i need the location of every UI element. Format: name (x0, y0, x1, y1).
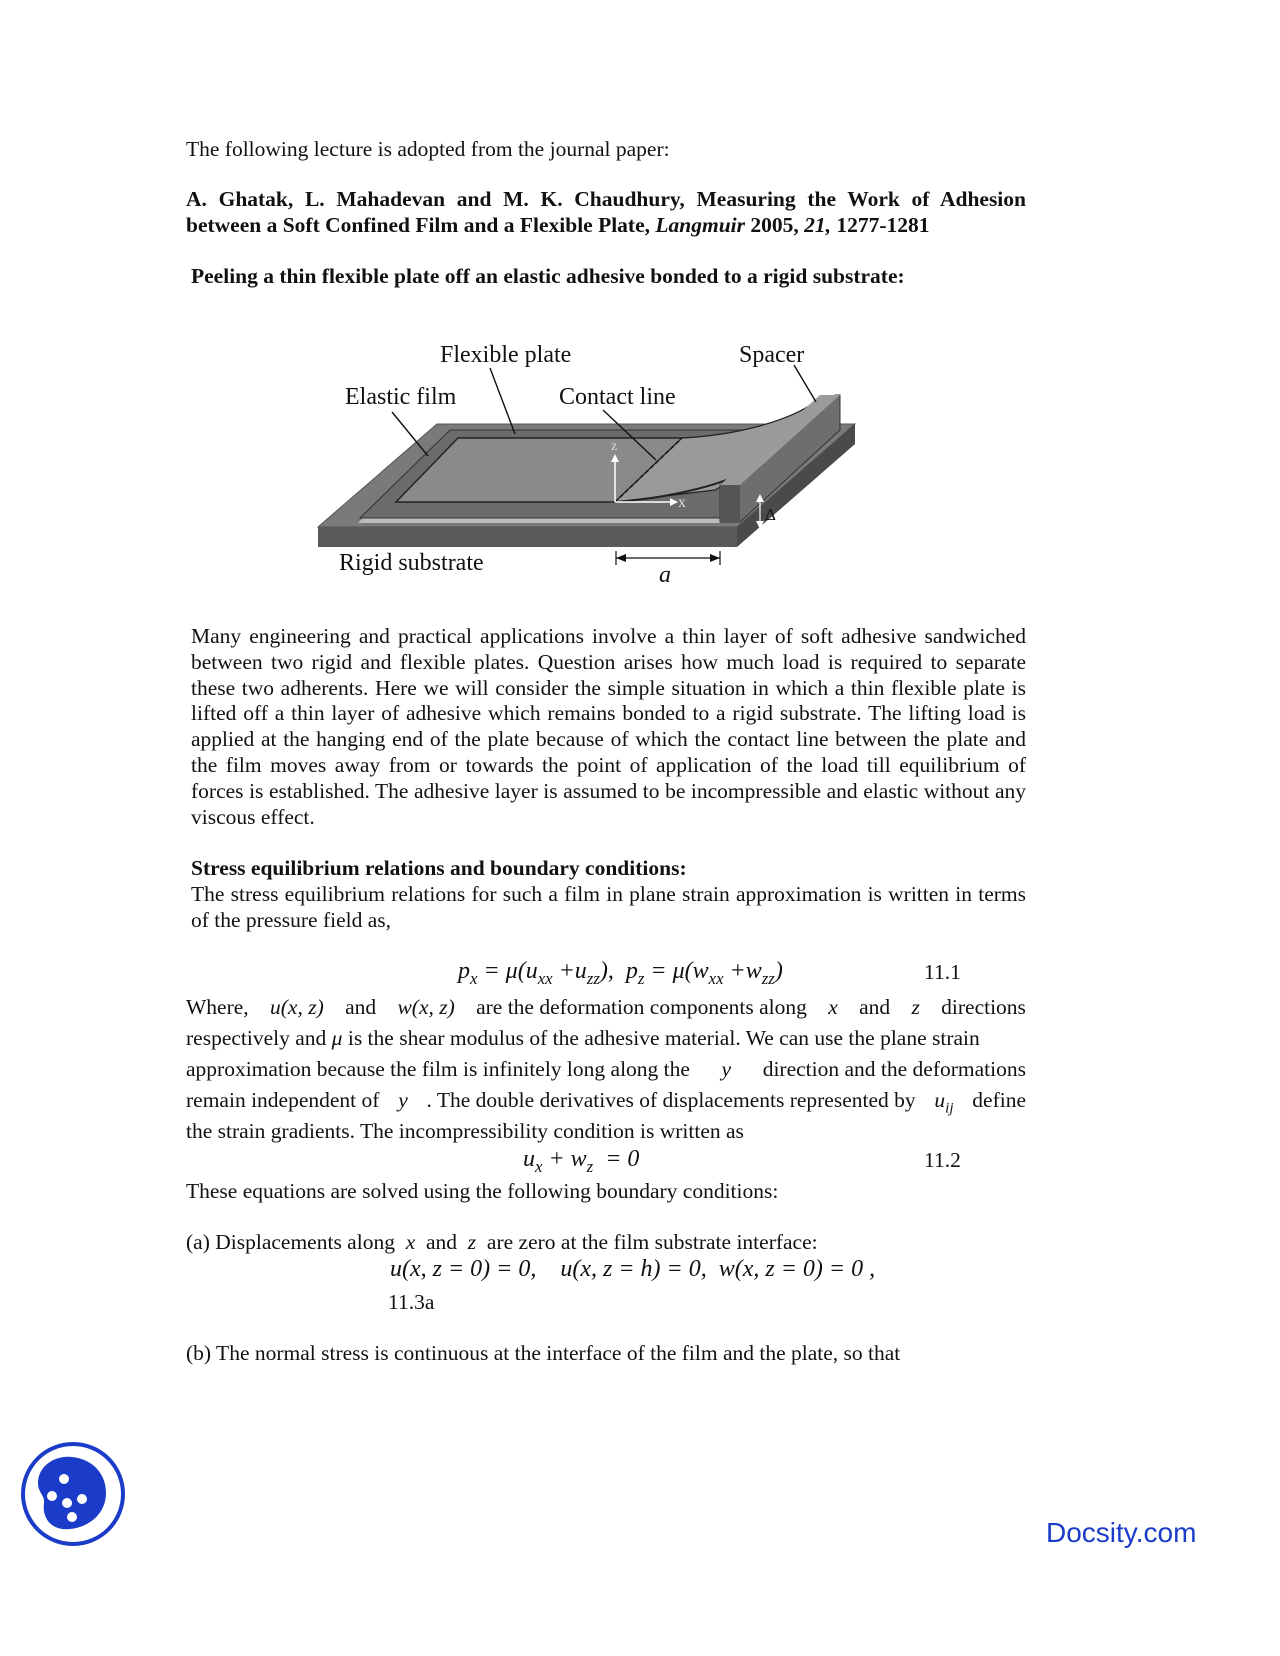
where-line-2 (186, 1023, 1026, 1054)
equation-11-3a-number: 11.3a (388, 1290, 435, 1314)
stress-text: The stress equilibrium relations for such a film in plane strain approximation is written in terms of the pressure field as, (191, 882, 1026, 932)
where-w1: Where, (186, 995, 249, 1019)
cond-a-1: (a) Displacements along (186, 1230, 395, 1254)
where-y: y (721, 1057, 732, 1081)
label-rigid-substrate: Rigid substrate (339, 550, 484, 576)
where-w2: and (345, 995, 377, 1019)
equation-11-3a: u(x, z = 0) = 0, u(x, z = h) = 0, w(x, z = 0) = 0 , (390, 1256, 876, 1282)
label-spacer: Spacer (739, 342, 805, 368)
equation-11-1-number: 11.1 (924, 960, 961, 984)
where-l2a: respectively and (186, 1026, 327, 1050)
stress-heading: Stress equilibrium relations and boundary conditions: (191, 856, 687, 880)
citation-volume: 21, (804, 213, 832, 237)
condition-b: (b) The normal stress is continuous at the interface of the film and the plate, so that (186, 1341, 901, 1365)
solved-text: These equations are solved using the following boundary conditions: (186, 1179, 779, 1203)
intro-text: The following lecture is adopted from the journal paper: (186, 137, 670, 161)
a-dim-arrow-right (710, 554, 720, 562)
cond-a-x: x (400, 1230, 421, 1254)
where-l2b: is the shear modulus of the adhesive material. We can use the plane strain (347, 1026, 980, 1050)
where-mu: μ (331, 1026, 343, 1050)
label-contact-line: Contact line (559, 384, 676, 410)
where-l4a: remain independent of (186, 1088, 380, 1112)
where-paragraph (186, 992, 1026, 1147)
where-y2: y (398, 1088, 408, 1112)
cond-a-3: are zero at the film substrate interface: (486, 1230, 818, 1254)
label-elastic-film: Elastic film (345, 384, 457, 410)
label-z-axis: z (611, 439, 618, 454)
citation-pages: 1277-1281 (836, 213, 930, 237)
substrate-front (318, 527, 737, 547)
leader-spacer (794, 365, 816, 402)
where-l3a: approximation because the film is infinitely long along the (186, 1057, 690, 1081)
spacer-front (720, 485, 740, 522)
where-line-4 (186, 1085, 1026, 1116)
citation-year: 2005, (750, 213, 799, 237)
cond-a-2: and (426, 1230, 458, 1254)
where-line-1 (186, 992, 1026, 1023)
label-flexible-plate: Flexible plate (440, 342, 572, 368)
label-delta: Δ (765, 505, 776, 524)
docsity-logo-svg (20, 1441, 126, 1547)
where-line-3 (186, 1054, 1026, 1085)
where-x: x (828, 995, 838, 1019)
where-wxz: w(x, z) (397, 995, 455, 1019)
where-z: z (911, 995, 920, 1019)
label-a: a (659, 562, 671, 588)
where-l3b: direction and the deformations (762, 1057, 1026, 1081)
citation-authors-title: A. Ghatak, L. Mahadevan and M. K. Chaudhury, Measuring the Work of Adhesion between a Soft Confined Film and a Flexible Plate, (186, 187, 1026, 237)
section-title: Peeling a thin flexible plate off an elastic adhesive bonded to a rigid substrate: (191, 264, 905, 288)
cond-a-z: z (462, 1230, 482, 1254)
peel-figure (300, 330, 880, 600)
citation (186, 186, 1026, 238)
citation-journal: Langmuir (655, 213, 746, 237)
where-l4c: define (972, 1088, 1026, 1112)
condition-a (186, 1229, 818, 1256)
where-line-5: the strain gradients. The incompressibility condition is written as (186, 1119, 744, 1143)
a-dim-arrow-left (616, 554, 626, 562)
where-uxz: u(x, z) (270, 995, 324, 1019)
where-w5: directions (941, 995, 1026, 1019)
label-x-axis: x (678, 494, 686, 511)
where-w3: are the deformation components along (476, 995, 807, 1019)
where-l4b: . The double derivatives of displacements represented by (426, 1088, 916, 1112)
where-uij: $u_{ij}$ (934, 1088, 954, 1117)
paragraph-intro: Many engineering and practical applications involve a thin layer of soft adhesive sandwiched between two rigid and flexible plates. Question arises how much load is required to separate these two adherents. Here we will consider the simple situation in which a thin flexible plate is lifted off a thin layer of adhesive which remains bonded to a rigid substrate. The lifting load is applied at the hanging end of the plate because of which the contact line between the plate and the film moves away from or towards the point of application of the load till equilibrium of forces is established. The adhesive layer is assumed to be incompressible and elastic without any viscous effect. (191, 624, 1026, 829)
docsity-brand-link[interactable]: Docsity.com (1046, 1517, 1197, 1548)
equation-11-1: $p_x = \mu(u_{xx} +u_{zz})$, $p_z = \mu(w_{xx} +w_{zz})$ (458, 958, 783, 988)
where-w4: and (859, 995, 891, 1019)
equation-11-2: $u_x + w_z = 0$ (523, 1146, 640, 1176)
equation-11-2-number: 11.2 (924, 1148, 961, 1172)
docsity-logo-icon[interactable] (20, 1441, 126, 1547)
